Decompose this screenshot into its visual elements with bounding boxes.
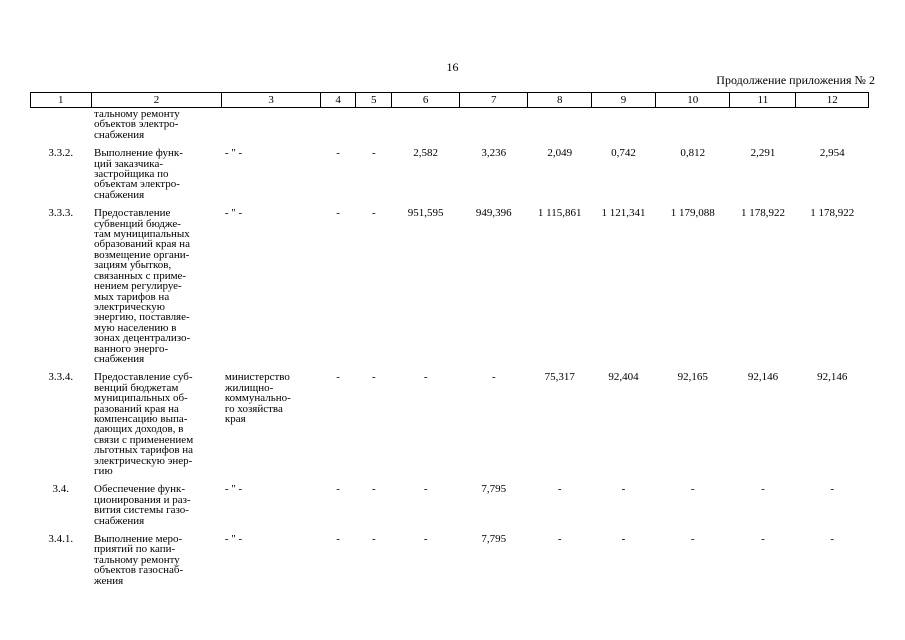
row-name: Выполнение функ- ций заказчика- застройщика по объектам электро- снабжения: [94, 147, 183, 201]
cell-col8: -: [557, 483, 562, 496]
row-name: Выполнение меро- приятий по капи- тальному ремонту объектов газоснаб- жения: [94, 533, 184, 587]
cell-col5: -: [371, 371, 376, 384]
column-number-row: [31, 93, 869, 108]
cell-col5: -: [371, 147, 376, 160]
row-responsible: - " -: [224, 533, 243, 546]
cell-col9: [592, 108, 656, 149]
table-row: [31, 534, 869, 594]
cell-col10: -: [690, 483, 695, 496]
cell-col7: [460, 108, 528, 149]
cell-col9: 1 121,341: [601, 207, 646, 220]
cell-col7: 949,396: [475, 207, 512, 220]
cell-col11: -: [761, 533, 765, 546]
cell-col10: 1 179,088: [670, 207, 715, 220]
cell-col7: 7,795: [481, 533, 507, 546]
cell-col6: 951,595: [407, 207, 444, 220]
row-number: 3.4.: [52, 483, 70, 496]
cell-col9: -: [621, 483, 626, 496]
cell-col12: -: [830, 533, 835, 546]
row-name: Предоставление суб- венций бюджетам муниципальных об- разований края на компенсацию выпа- дающих доходов, в связи с применением льготных тарифов на электрическую энер- гию: [94, 371, 194, 477]
cell-col10: -: [690, 533, 695, 546]
row-responsible: министерство жилищно- коммунально- го хозяйства края: [224, 371, 291, 425]
column-header: 7: [460, 93, 528, 108]
cell-col4: -: [336, 207, 340, 220]
cell-col6: -: [423, 533, 428, 546]
column-header: 12: [796, 93, 869, 108]
cell-col4: -: [336, 371, 340, 384]
row-number: 3.3.2.: [48, 147, 74, 160]
row-number: [31, 108, 92, 149]
cell-col5: [356, 108, 392, 149]
row-name: тальному ремонту объектов электро- снабжения: [94, 108, 180, 141]
cell-col11: 1 178,922: [740, 207, 785, 220]
cell-col7: -: [491, 371, 496, 384]
table-row: [31, 108, 869, 149]
cell-col9: -: [621, 533, 626, 546]
cell-col9: 92,404: [608, 371, 639, 384]
cell-col4: [320, 108, 356, 149]
table-row: [31, 208, 869, 372]
cell-col10: [655, 108, 730, 149]
table-row: [31, 372, 869, 484]
cell-col4: -: [336, 533, 340, 546]
row-responsible: - " -: [224, 207, 243, 220]
row-responsible: - " -: [224, 483, 243, 496]
column-header: 5: [356, 93, 392, 108]
row-responsible: - " -: [224, 147, 243, 160]
cell-col11: [730, 108, 796, 149]
cell-col6: [392, 108, 460, 149]
table-row: [31, 484, 869, 534]
cell-col7: 7,795: [481, 483, 507, 496]
cell-col11: -: [761, 483, 765, 496]
page-number: 16: [446, 60, 459, 74]
cell-col12: 1 178,922: [810, 207, 855, 220]
cell-col4: -: [336, 483, 340, 496]
column-header: 6: [392, 93, 460, 108]
cell-col10: 0,812: [680, 147, 706, 160]
budget-table: [30, 92, 869, 594]
row-number: 3.3.3.: [48, 207, 74, 220]
table-row: [31, 148, 869, 208]
cell-col5: -: [371, 207, 376, 220]
row-number: 3.4.1.: [48, 533, 74, 546]
column-header: 1: [31, 93, 92, 108]
cell-col10: 92,165: [677, 371, 708, 384]
column-header: 10: [655, 93, 730, 108]
row-number: 3.3.4.: [48, 371, 74, 384]
row-name: Предоставление субвенций бюдже- там муниципальных образований края на возмещение органи- зациям убытков, связанных с приме- нением регулируе- мых тарифов на электрическую энергию, поставляе- мую населению в зонах децентрализо- ванного энерго- снабжения: [94, 207, 191, 365]
cell-col8: 1 115,861: [537, 207, 582, 220]
cell-col8: -: [557, 533, 562, 546]
cell-col12: 2,954: [819, 147, 845, 160]
cell-col8: [528, 108, 592, 149]
column-header: 4: [320, 93, 356, 108]
row-responsible: [222, 108, 320, 149]
cell-col12: 92,146: [817, 371, 848, 384]
cell-col5: -: [371, 533, 376, 546]
column-header: 11: [730, 93, 796, 108]
cell-col8: 75,317: [544, 371, 575, 384]
cell-col11: 2,291: [750, 147, 776, 160]
cell-col11: 92,146: [747, 371, 779, 384]
column-header: 2: [91, 93, 222, 108]
cell-col6: -: [423, 371, 428, 384]
cell-col9: 0,742: [611, 147, 636, 160]
row-name: Обеспечение функ- ционирования и раз- вития системы газо- снабжения: [94, 483, 191, 527]
continuation-note: Продолжение приложения № 2: [716, 73, 875, 87]
cell-col6: 2,582: [413, 147, 439, 160]
cell-col8: 2,049: [547, 147, 573, 160]
cell-col12: -: [830, 483, 835, 496]
cell-col5: -: [371, 483, 376, 496]
cell-col12: [796, 108, 869, 149]
cell-col7: 3,236: [481, 147, 507, 160]
cell-col6: -: [423, 483, 428, 496]
column-header: 8: [528, 93, 592, 108]
column-header: 9: [592, 93, 656, 108]
column-header: 3: [222, 93, 320, 108]
cell-col4: -: [336, 147, 340, 160]
